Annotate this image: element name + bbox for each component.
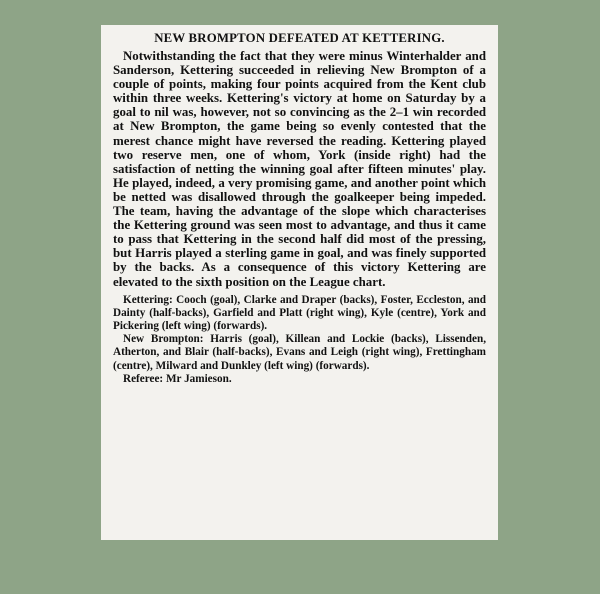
newspaper-clipping <box>101 25 498 540</box>
match-report-paragraph: Notwithstanding the fact that they were minus Winterhalder and Sanderson, Kettering succeeded in relieving New Brompton of a couple of points, making four points acquired from the Kent club within three weeks. Kettering's victory at home on Saturday by a goal to nil was, however, not so convincing as the 2–1 win recorded at New Brompton, the game being so evenly contested that the merest chance might have reversed the reading. Kettering played two reserve men, one of whom, York (inside right) had the satisfaction of netting the winning goal after fifteen minutes' play. He played, indeed, a very promising game, and another point which be netted was disallowed through the goalkeeper being impeded. The team, having the advantage of the slope which characterises the Kettering ground was seen most to advantage, and thus it came to pass that Kettering in the second half did most of the pressing, but Harris played a sterling game in goal, and was finely supported by the backs. As a consequence of this victory Kettering are elevated to the sixth position on the League chart. <box>113 49 486 289</box>
new-brompton-lineup: New Brompton: Harris (goal), Killean and Lockie (backs), Lissenden, Atherton, and Blair (half-backs), Evans and Leigh (right wing), Frettingham (centre), Milward and Dunkley (left wing) (forwards). <box>113 333 486 372</box>
headline: NEW BROMPTON DEFEATED AT KETTERING. <box>154 31 445 45</box>
kettering-lineup: Kettering: Cooch (goal), Clarke and Draper (backs), Foster, Eccleston, and Dainty (half-backs), Garfield and Platt (right wing), Kyle (centre), York and Pickering (left wing) (forwards). <box>113 293 486 332</box>
team-lineups <box>113 294 486 386</box>
referee-line: Referee: Mr Jamieson. <box>123 372 232 385</box>
